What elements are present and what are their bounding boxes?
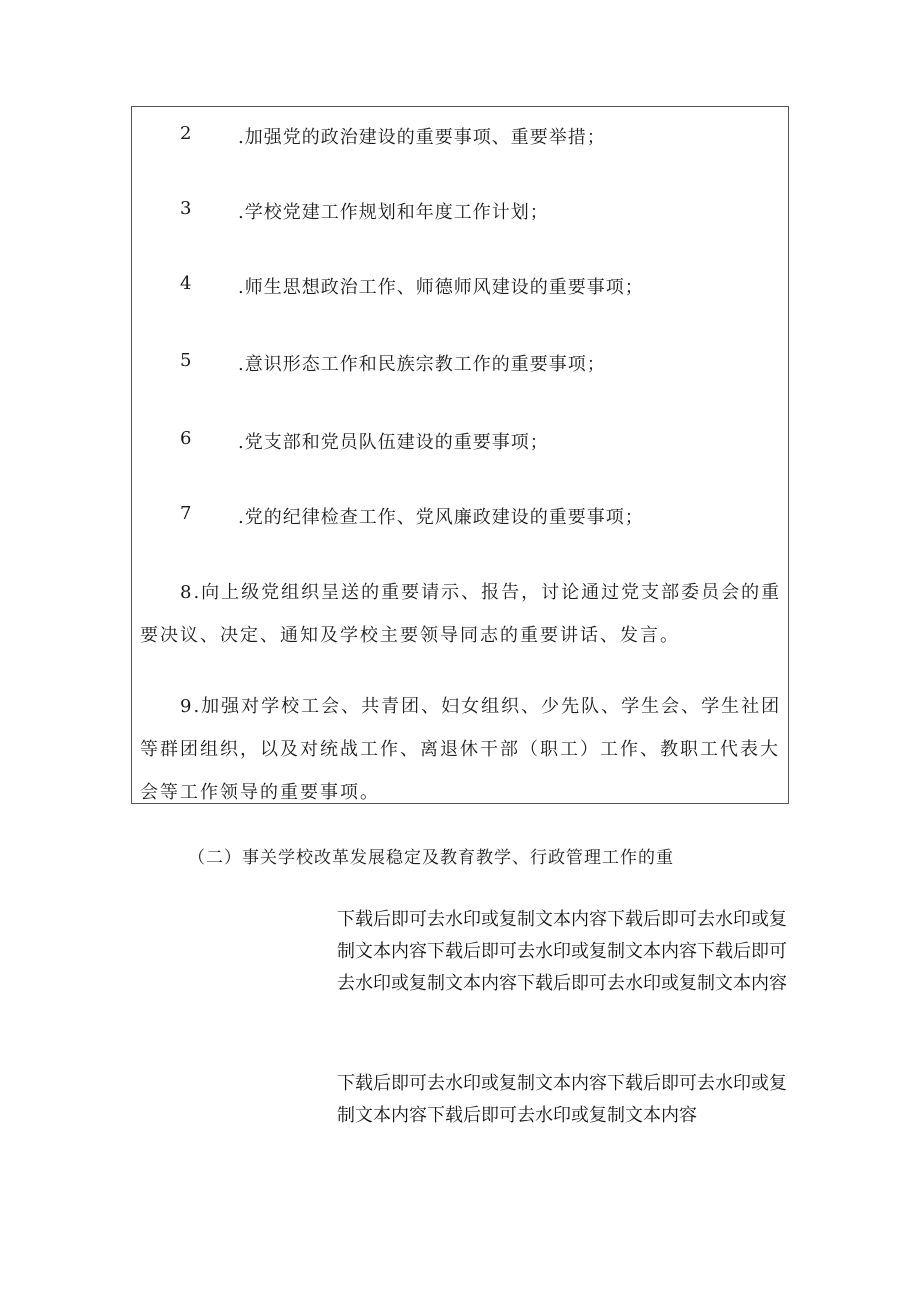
item-text: .意识形态工作和民族宗教工作的重要事项；	[238, 354, 606, 375]
item-number: 6	[180, 428, 193, 449]
item-number: 4	[180, 273, 193, 294]
item-number: 5	[180, 350, 193, 371]
section-heading: （二）事关学校改革发展稳定及教育教学、行政管理工作的重	[188, 848, 674, 868]
watermark-text: 下载后即可去水印或复制文本内容下载后即可去水印或复制文本内容下载后即可去水印或复制文本内容	[337, 1073, 787, 1126]
paragraph-text: .加强对学校工会、共青团、妇女组织、少先队、学生会、学生社团等群团组织，以及对统战工作、离退休干部（职工）工作、教职工代表大会等工作领导的重要事项。	[140, 696, 782, 803]
paragraph-number: 8	[180, 582, 194, 603]
item-text: .党的纪律检查工作、党风廉政建设的重要事项；	[238, 507, 644, 528]
item-number: 7	[180, 503, 193, 524]
item-number: 2	[180, 123, 193, 144]
item-text: .加强党的政治建设的重要事项、重要举措；	[238, 127, 606, 148]
item-text: .师生思想政治工作、师德师风建设的重要事项；	[238, 277, 644, 298]
content-table-box	[131, 106, 789, 804]
paragraph-number: 9	[180, 696, 194, 717]
item-number: 3	[180, 198, 193, 219]
item-text: .党支部和党员队伍建设的重要事项；	[238, 432, 549, 453]
paragraph-text: .向上级党组织呈送的重要请示、报告，讨论通过党支部委员会的重要决议、决定、通知及学校主要领导同志的重要讲话、发言。	[140, 582, 782, 646]
paragraph-item	[140, 685, 786, 814]
paragraph-item	[140, 571, 786, 657]
watermark-text: 下载后即可去水印或复制文本内容下载后即可去水印或复制文本内容下载后即可去水印或复制文本内容下载后即可去水印或复制文本内容下载后即可去水印或复制文本内容	[337, 909, 787, 994]
item-text: .学校党建工作规划和年度工作计划；	[238, 202, 549, 223]
